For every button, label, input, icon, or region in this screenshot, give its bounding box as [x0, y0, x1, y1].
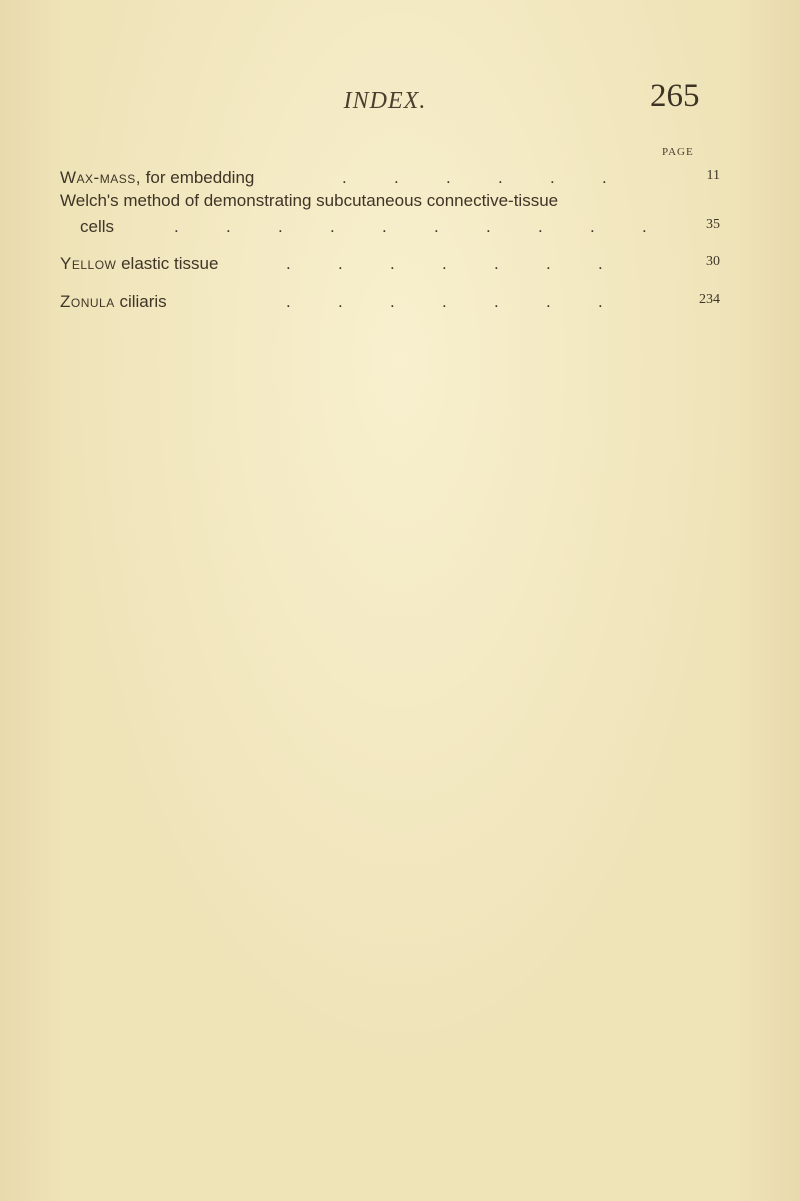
- page-column-label: PAGE: [662, 146, 694, 158]
- index-page-ref: 35: [706, 217, 720, 232]
- running-title: INDEX.: [343, 88, 427, 114]
- index-term-headword: Yellow: [60, 254, 117, 273]
- page-number: 265: [650, 78, 700, 114]
- index-term-continuation: cells: [80, 217, 115, 236]
- index-term-headword: Zonula: [60, 292, 115, 311]
- dot-leaders: . . . . . . .: [286, 292, 603, 311]
- index-entry: [60, 292, 720, 316]
- index-page-ref: 30: [706, 254, 720, 269]
- index-term: [60, 254, 218, 274]
- dot-leaders: . . . . . .: [342, 168, 607, 187]
- index-entry: [60, 254, 720, 278]
- dot-leaders: . . . . . . .: [286, 254, 603, 273]
- index-entry-continuation: [60, 217, 720, 241]
- index-term: [60, 168, 254, 188]
- index-term-rest: Welch's method of demonstrating subcutaneous connective-tissue: [60, 191, 559, 210]
- index-page-ref: 11: [706, 168, 720, 183]
- index-term: [60, 292, 167, 312]
- index-term-rest: ciliaris: [114, 292, 167, 311]
- index-term-rest: for embedding: [140, 168, 255, 187]
- dot-leaders: . . . . . . . . . .: [174, 217, 647, 236]
- index-term-headword: Wax-mass,: [60, 168, 141, 187]
- index-page-ref: 234: [699, 292, 720, 307]
- index-entry: [60, 168, 720, 192]
- index-entry: [60, 191, 720, 215]
- index-term-rest: elastic tissue: [116, 254, 219, 273]
- index-term: [60, 191, 558, 211]
